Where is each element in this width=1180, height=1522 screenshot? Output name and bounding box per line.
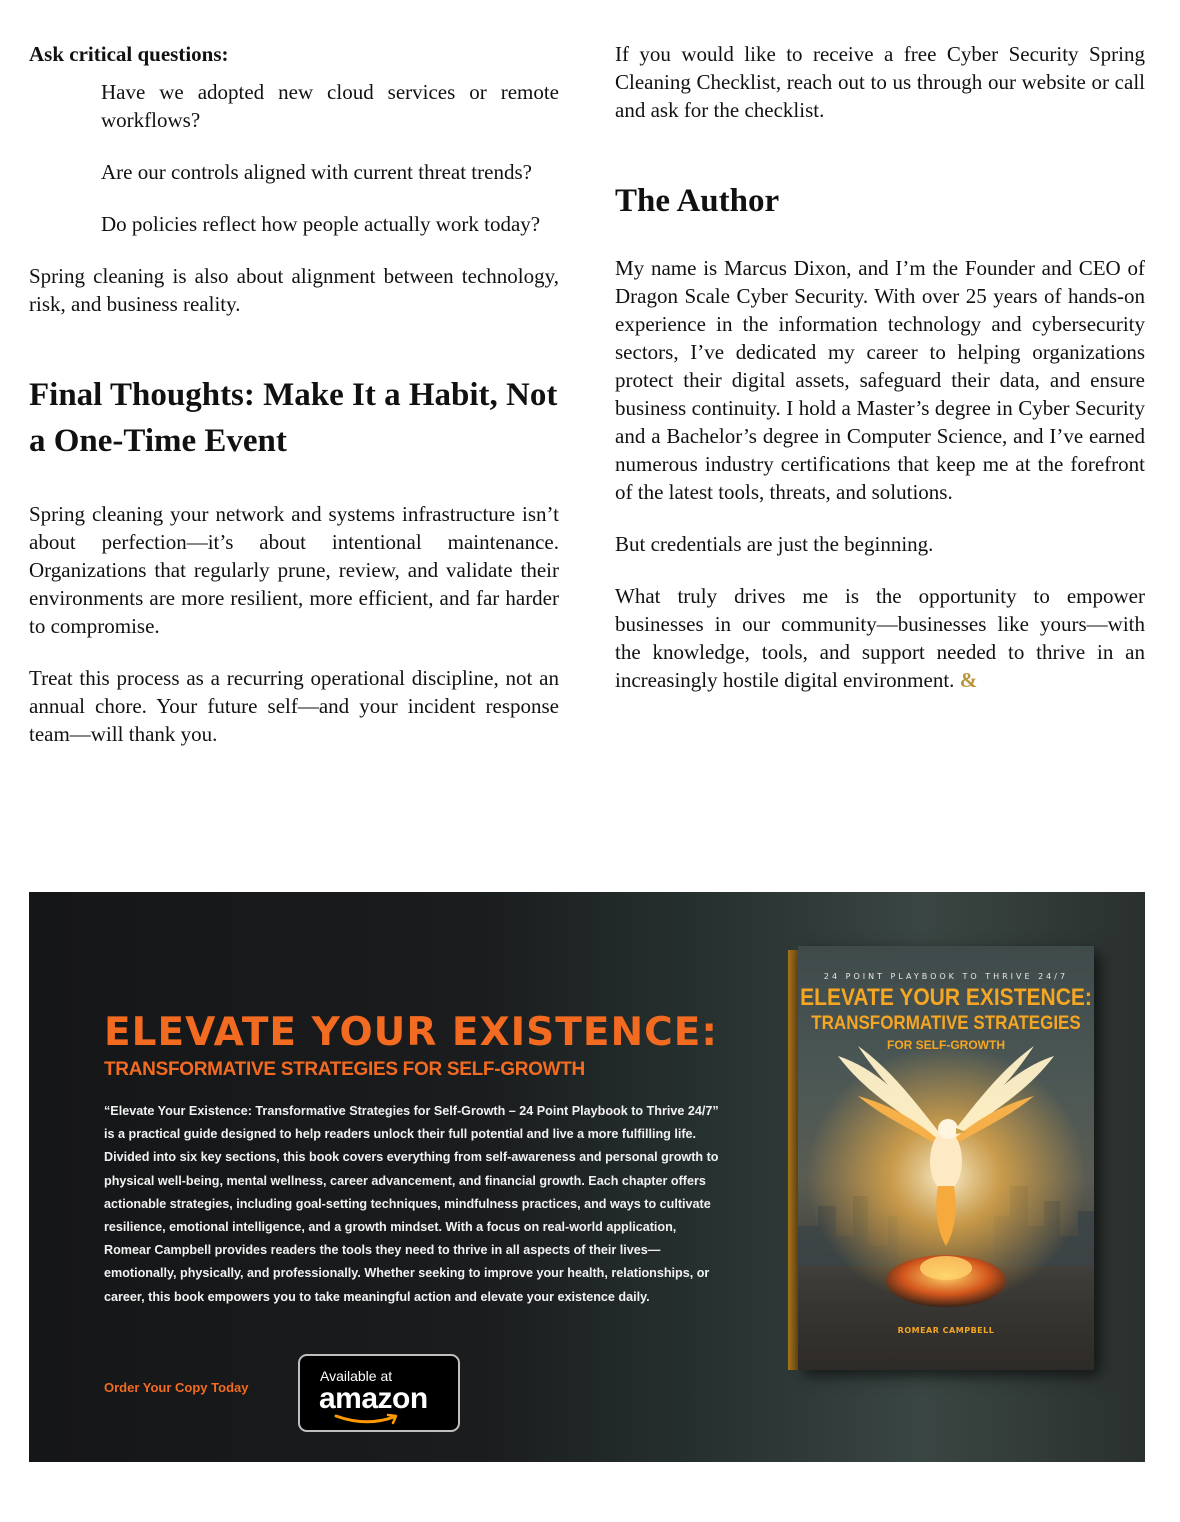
final-paragraph: Spring cleaning your network and systems infrastructure isn’t about perfection—it’s about intentional maintenance. Organizations that regularly prune, review, and validate their environments are more resilient, more efficient, and far harder to compromise. [29, 502, 559, 638]
author-paragraph: My name is Marcus Dixon, and I’m the Founder and CEO of Dragon Scale Cyber Security. With over 25 years of hands-on experience in the information technology and cybersecurity sectors, I’ve dedicated my career to helping organizations protect their digital assets, safeguard their data, and ensure business continuity. I hold a Master’s degree in Cyber Security and a Bachelor’s degree in Computer Science, and I’ve earned numerous industry certifications that keep me at the forefront of the latest tools, threats, and solutions. [615, 256, 1145, 504]
promo-subtitle: TRANSFORMATIVE STRATEGIES FOR SELF-GROWTH [104, 1059, 585, 1080]
book-spine [788, 950, 798, 1370]
author-paragraph: But credentials are just the beginning. [615, 532, 934, 556]
author-paragraph-text: What truly drives me is the opportunity to empower businesses in our community—businesses like yours—with the knowledge, tools, and support needed to thrive in an increasingly hostile digital environment. [615, 584, 1145, 692]
left-column [29, 40, 559, 748]
amazon-available-label: Available at [320, 1368, 393, 1384]
author-heading: The Author [615, 183, 780, 219]
final-paragraph: Treat this process as a recurring operational discipline, not an annual chore. Your future self—and your incident response team—will thank you. [29, 666, 559, 746]
alignment-paragraph: Spring cleaning is also about alignment between technology, risk, and business reality. [29, 264, 559, 316]
book-subtitle: TRANSFORMATIVE STRATEGIES [811, 1011, 1081, 1034]
book-author: ROMEAR CAMPBELL [897, 1326, 995, 1335]
amazon-logo-text: amazon [319, 1382, 428, 1415]
book-subtitle-2: FOR SELF-GROWTH [887, 1038, 1005, 1052]
question-item: Do policies reflect how people actually work today? [101, 212, 541, 236]
checklist-paragraph: If you would like to receive a free Cyber Security Spring Cleaning Checklist, reach out to us through our website or call and ask for the checklist. [615, 42, 1145, 122]
end-mark: & [959, 668, 978, 692]
book-top-line: 24 POINT PLAYBOOK TO THRIVE 24/7 [823, 972, 1069, 981]
book-cover [798, 946, 1094, 1370]
promo-title: ELEVATE YOUR EXISTENCE: [104, 1010, 718, 1055]
amazon-smile-icon [334, 1413, 404, 1427]
author-paragraph [615, 582, 1145, 694]
final-thoughts-heading: Final Thoughts: Make It a Habit, Not a One-Time Event [29, 377, 558, 459]
question-item: Are our controls aligned with current threat trends? [101, 160, 532, 184]
book-title: ELEVATE YOUR EXISTENCE: [800, 984, 1092, 1011]
promo-description: “Elevate Your Existence: Transformative Strategies for Self-Growth – 24 Point Playbook to Thrive 24/7” is a practical guide designed to help readers unlock their full potential and live a more fulfilling life. Divided into six key sections, this book covers everything from self-awareness and personal growth to physical well-being, mental wellness, career advancement, and financial growth. Each chapter offers actionable strategies, including goal-setting techniques, mindfulness practices, and ways to cultivate resilience, emotional intelligence, and a growth mindset. With a focus on real-world application, Romear Campbell provides readers the tools they need to thrive in all aspects of their lives—emotionally, physically, and professionally. Whether seeking to improve your health, relationships, or career, this book empowers you to take meaningful action and elevate your existence daily. [104, 1104, 719, 1304]
order-your-copy-link[interactable]: Order Your Copy Today [104, 1380, 249, 1395]
questions-heading: Ask critical questions: [29, 42, 229, 66]
right-column [615, 40, 1145, 694]
amazon-button[interactable] [298, 1354, 460, 1432]
book-promo-banner [29, 892, 1145, 1462]
question-item: Have we adopted new cloud services or remote workflows? [101, 80, 559, 132]
